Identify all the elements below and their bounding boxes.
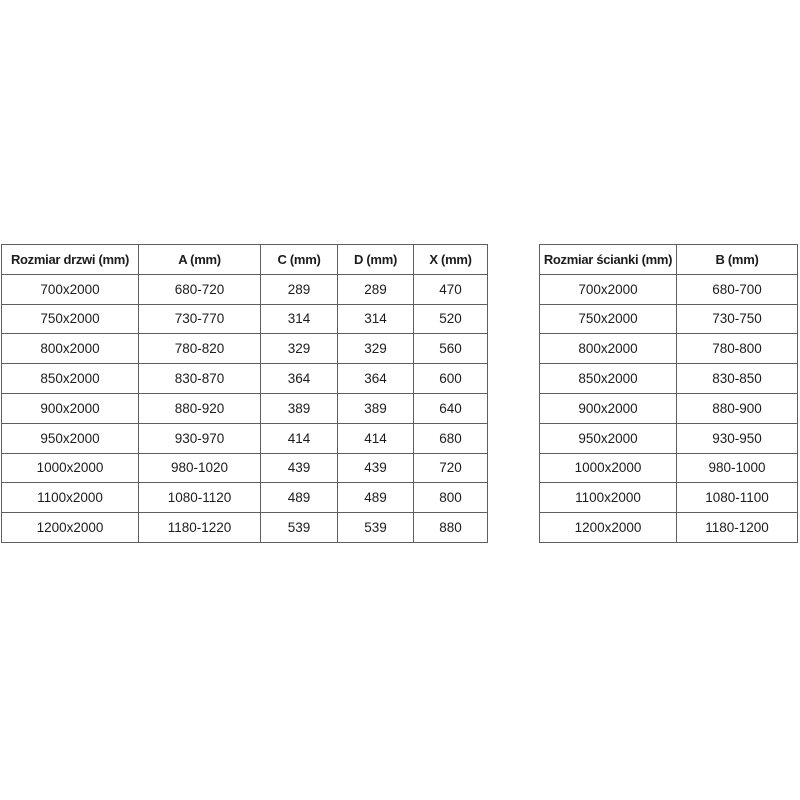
table-cell: 1180-1200 [677, 513, 798, 543]
table-row [540, 393, 798, 423]
table-cell: 730-770 [139, 304, 261, 334]
table-cell: 364 [338, 364, 414, 394]
table-row [540, 274, 798, 304]
table-cell: 1180-1220 [139, 513, 261, 543]
table-cell: 780-820 [139, 334, 261, 364]
table-cell: 289 [338, 274, 414, 304]
table-cell: 950x2000 [2, 423, 139, 453]
table-cell: 389 [261, 393, 338, 423]
table-cell: 1200x2000 [2, 513, 139, 543]
table-cell: 800x2000 [540, 334, 677, 364]
table-cell: 680-720 [139, 274, 261, 304]
table-row [540, 364, 798, 394]
wall-sizes-table-head [540, 245, 798, 275]
table-cell: 489 [261, 483, 338, 513]
table-cell: 414 [338, 423, 414, 453]
column-header: C (mm) [261, 245, 338, 275]
table-cell: 364 [261, 364, 338, 394]
table-cell: 880-920 [139, 393, 261, 423]
column-header: Rozmiar ścianki (mm) [540, 245, 677, 275]
column-header: X (mm) [414, 245, 488, 275]
table-row [2, 513, 488, 543]
table-cell: 1200x2000 [540, 513, 677, 543]
wall-sizes-table [539, 244, 798, 543]
table-row [540, 483, 798, 513]
door-sizes-table [1, 244, 488, 543]
table-cell: 640 [414, 393, 488, 423]
table-cell: 750x2000 [2, 304, 139, 334]
table-cell: 720 [414, 453, 488, 483]
table-cell: 780-800 [677, 334, 798, 364]
table-cell: 750x2000 [540, 304, 677, 334]
table-cell: 900x2000 [2, 393, 139, 423]
table-cell: 680-700 [677, 274, 798, 304]
table-cell: 800 [414, 483, 488, 513]
table-cell: 880 [414, 513, 488, 543]
table-cell: 1080-1100 [677, 483, 798, 513]
table-cell: 830-870 [139, 364, 261, 394]
table-row [2, 423, 488, 453]
table-row [2, 364, 488, 394]
table-cell: 329 [261, 334, 338, 364]
table-row [2, 274, 488, 304]
table-cell: 700x2000 [2, 274, 139, 304]
table-row [2, 334, 488, 364]
table-row [2, 393, 488, 423]
table-cell: 1100x2000 [2, 483, 139, 513]
table-cell: 1080-1120 [139, 483, 261, 513]
table-cell: 389 [338, 393, 414, 423]
table-cell: 314 [338, 304, 414, 334]
table-row [540, 423, 798, 453]
table-cell: 950x2000 [540, 423, 677, 453]
header-row [540, 245, 798, 275]
door-sizes-table-head [2, 245, 488, 275]
table-cell: 1000x2000 [540, 453, 677, 483]
column-header: B (mm) [677, 245, 798, 275]
table-cell: 414 [261, 423, 338, 453]
table-cell: 850x2000 [2, 364, 139, 394]
table-row [540, 513, 798, 543]
table-cell: 539 [261, 513, 338, 543]
wall-sizes-table-body [540, 274, 798, 542]
table-cell: 439 [338, 453, 414, 483]
table-cell: 329 [338, 334, 414, 364]
column-header: Rozmiar drzwi (mm) [2, 245, 139, 275]
table-cell: 314 [261, 304, 338, 334]
table-cell: 930-970 [139, 423, 261, 453]
table-cell: 850x2000 [540, 364, 677, 394]
table-cell: 980-1000 [677, 453, 798, 483]
table-cell: 439 [261, 453, 338, 483]
table-cell: 700x2000 [540, 274, 677, 304]
table-cell: 520 [414, 304, 488, 334]
column-header: A (mm) [139, 245, 261, 275]
table-row [2, 304, 488, 334]
table-row [540, 334, 798, 364]
table-row [540, 453, 798, 483]
table-cell: 800x2000 [2, 334, 139, 364]
door-sizes-table-body [2, 274, 488, 542]
table-cell: 830-850 [677, 364, 798, 394]
table-cell: 680 [414, 423, 488, 453]
table-cell: 1000x2000 [2, 453, 139, 483]
header-row [2, 245, 488, 275]
table-cell: 980-1020 [139, 453, 261, 483]
table-row [540, 304, 798, 334]
table-cell: 489 [338, 483, 414, 513]
table-cell: 730-750 [677, 304, 798, 334]
table-cell: 470 [414, 274, 488, 304]
table-row [2, 453, 488, 483]
table-cell: 880-900 [677, 393, 798, 423]
table-cell: 600 [414, 364, 488, 394]
table-cell: 289 [261, 274, 338, 304]
table-cell: 900x2000 [540, 393, 677, 423]
table-row [2, 483, 488, 513]
table-cell: 560 [414, 334, 488, 364]
table-cell: 1100x2000 [540, 483, 677, 513]
table-cell: 539 [338, 513, 414, 543]
column-header: D (mm) [338, 245, 414, 275]
table-cell: 930-950 [677, 423, 798, 453]
